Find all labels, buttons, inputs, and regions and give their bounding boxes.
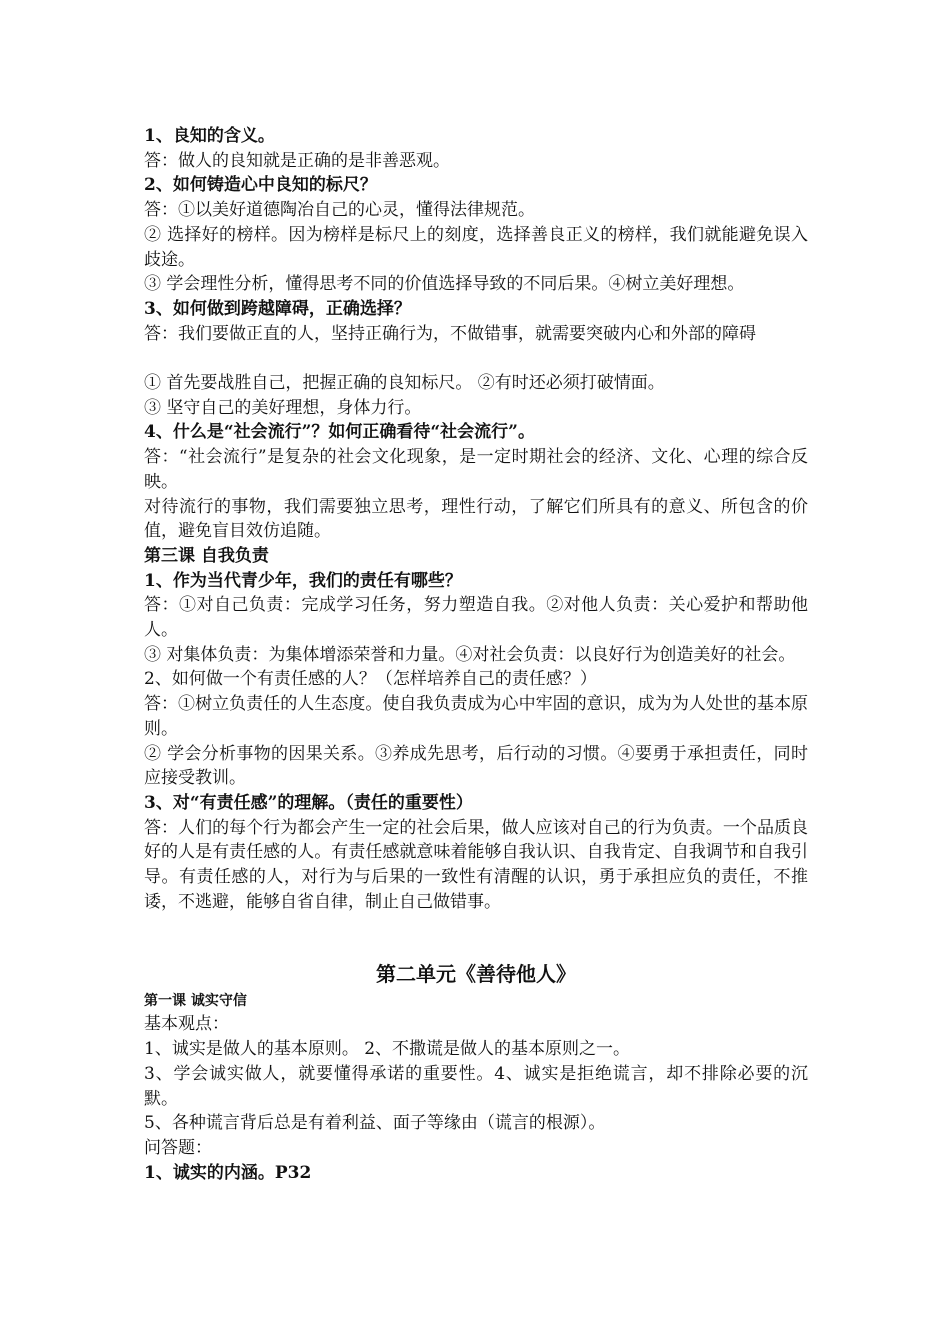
document-body: [144, 124, 808, 1185]
question-heading-overcome-obstacles: 3、如何做到跨越障碍，正确选择？: [144, 298, 411, 319]
question-heading-social-trend: 4、什么是“社会流行”？如何正确看待“社会流行”。: [144, 422, 535, 443]
question-heading-responsibilities: 1、作为当代青少年，我们的责任有哪些？: [144, 570, 462, 591]
answer-paragraph: 答：做人的良知就是正确的是非善恶观。: [144, 150, 450, 171]
lesson-heading-self-responsibility: 第三课 自我负责: [144, 545, 269, 566]
blank-line: [144, 346, 808, 371]
unit-title: 第二单元《善待他人》: [376, 962, 576, 987]
answer-paragraph: ② 学会分析事物的因果关系。③养成先思考，后行动的习惯。④要勇于承担责任，同时应接受教训。: [144, 743, 808, 789]
question-heading-honesty-meaning: 1、诚实的内涵。P32: [144, 1162, 312, 1183]
basic-points-heading: 基本观点：: [144, 1014, 229, 1035]
question-heading-conscience-ruler: 2、如何铸造心中良知的标尺？: [144, 175, 377, 196]
lesson-heading-honesty: 第一课 诚实守信: [144, 993, 247, 1010]
answer-paragraph: 答：①对自己负责：完成学习任务，努力塑造自我。②对他人负责：关心爱护和帮助他人。: [144, 595, 808, 641]
answer-paragraph: ③ 坚守自己的美好理想，身体力行。: [144, 397, 422, 418]
question-heading-responsibility-understanding: 3、对“有责任感”的理解。（责任的重要性）: [144, 792, 473, 813]
question-heading-conscience-meaning: 1、良知的含义。: [144, 126, 275, 146]
basic-point-item: 3、学会诚实做人，就要懂得承诺的重要性。4、诚实是拒绝谎言，却不排除必要的沉默。: [144, 1063, 808, 1109]
basic-point-item: 1、诚实是做人的基本原则。 2、不撒谎是做人的基本原则之一。: [144, 1039, 631, 1060]
answer-paragraph: 答：“社会流行”是复杂的社会文化现象，是一定时期社会的经济、文化、心理的综合反映。: [144, 447, 808, 492]
qa-heading: 问答题：: [144, 1138, 212, 1158]
answer-paragraph: 答：我们要做正直的人，坚持正确行为，不做错事，就需要突破内心和外部的障碍: [144, 323, 756, 344]
answer-paragraph: 对待流行的事物，我们需要独立思考，理性行动，了解它们所具有的意义、所包含的价值，避免盲目效仿追随。: [144, 496, 808, 542]
answer-paragraph: 答：①以美好道德陶冶自己的心灵，懂得法律规范。: [144, 200, 535, 221]
section-spacer: [144, 914, 808, 960]
answer-paragraph: 答：①树立负责任的人生态度。使自我负责成为心中牢固的意识，成为为人处世的基本原则。: [144, 694, 808, 739]
answer-paragraph: 答：人们的每个行为都会产生一定的社会后果，做人应该对自己的行为负责。一个品质良好的人是有责任感的人。有责任感就意味着能够自我认识、自我肯定、自我调节和自我引导。有责任感的人，对行为与后果的一致性有清醒的认识，勇于承担应负的责任，不推诿，不逃避，能够自省自律，制止自己做错事。: [144, 817, 808, 912]
basic-point-item: 5、各种谎言背后总是有着利益、面子等缘由（谎言的根源）。: [144, 1113, 606, 1134]
answer-paragraph: ③ 对集体负责：为集体增添荣誉和力量。④对社会负责：以良好行为创造美好的社会。: [144, 644, 796, 665]
answer-paragraph: ① 首先要战胜自己，把握正确的良知标尺。 ②有时还必须打破情面。: [144, 373, 665, 394]
answer-paragraph: ② 选择好的榜样。因为榜样是标尺上的刻度，选择善良正义的榜样，我们就能避免误入歧途。: [144, 224, 808, 270]
answer-paragraph: ③ 学会理性分析，懂得思考不同的价值选择导致的不同后果。④树立美好理想。: [144, 274, 745, 295]
question-line: 2、如何做一个有责任感的人？（怎样培养自己的责任感？）: [144, 669, 597, 690]
